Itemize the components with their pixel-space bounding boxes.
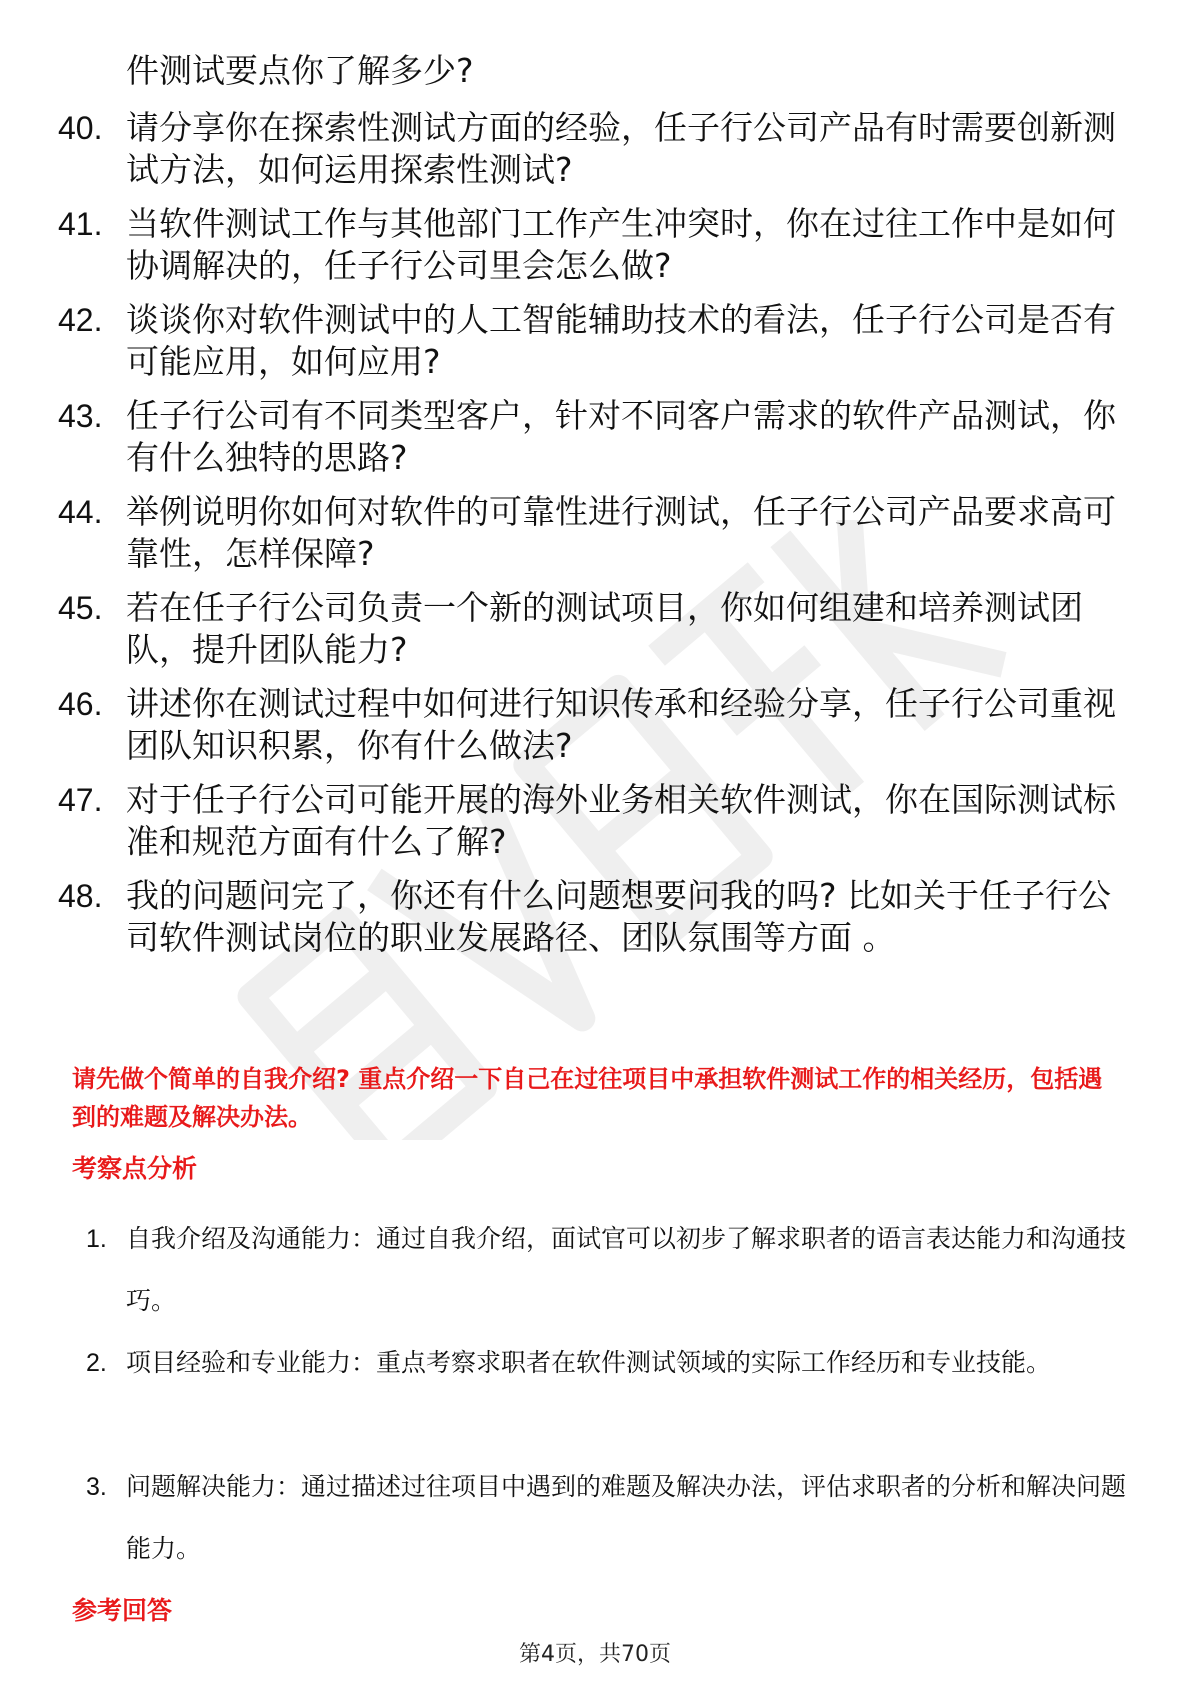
question-number: 47. bbox=[58, 782, 103, 818]
question-number: 46. bbox=[58, 686, 103, 722]
page-number: 第4页，共70页 bbox=[519, 1642, 671, 1667]
analysis-item-text: 自我介绍及沟通能力：通过自我介绍，面试官可以初步了解求职者的语言表达能力和沟通技巧。 bbox=[126, 1224, 1127, 1315]
analysis-item-number: 1. bbox=[86, 1225, 107, 1253]
question-number: 45. bbox=[58, 590, 103, 626]
analysis-item-text: 问题解决能力：通过描述过往项目中遇到的难题及解决办法，评估求职者的分析和解决问题能力。 bbox=[126, 1472, 1127, 1563]
analysis-item-text: 项目经验和专业能力：重点考察求职者在软件测试领域的实际工作经历和专业技能。 bbox=[126, 1348, 1052, 1377]
question-text: 请分享你在探索性测试方面的经验，任子行公司产品有时需要创新测试方法，如何运用探索性测试? bbox=[126, 108, 1116, 189]
question-text: 谈谈你对软件测试中的人工智能辅助技术的看法，任子行公司是否有可能应用，如何应用? bbox=[126, 300, 1116, 381]
question-number: 41. bbox=[58, 206, 103, 242]
question-number: 42. bbox=[58, 302, 103, 338]
question-text: 当软件测试工作与其他部门工作产生冲突时，你在过往工作中是如何协调解决的，任子行公司里会怎么做? bbox=[126, 204, 1116, 285]
question-number: 43. bbox=[58, 398, 103, 434]
analysis-item-number: 3. bbox=[86, 1473, 107, 1501]
question-text: 对于任子行公司可能开展的海外业务相关软件测试，你在国际测试标准和规范方面有什么了解? bbox=[126, 780, 1116, 861]
question-number: 40. bbox=[58, 110, 103, 146]
question-number: 44. bbox=[58, 494, 103, 530]
question-text: 讲述你在测试过程中如何进行知识传承和经验分享，任子行公司重视团队知识积累，你有什么做法? bbox=[126, 684, 1116, 765]
focus-question: 请先做个简单的自我介绍? 重点介绍一下自己在过往项目中承担软件测试工作的相关经历，包括遇到的难题及解决办法。 bbox=[72, 1065, 1103, 1131]
question-text: 件测试要点你了解多少? bbox=[126, 51, 474, 90]
analysis-heading: 考察点分析 bbox=[72, 1154, 198, 1183]
question-number: 48. bbox=[58, 878, 103, 914]
analysis-item-number: 2. bbox=[86, 1349, 107, 1377]
reference-answer-heading: 参考回答 bbox=[72, 1596, 173, 1625]
question-text: 我的问题问完了，你还有什么问题想要问我的吗? 比如关于任子行公司软件测试岗位的职业发展路径、团队氛围等方面 。 bbox=[126, 876, 1112, 957]
question-text: 若在任子行公司负责一个新的测试项目，你如何组建和培养测试团队，提升团队能力? bbox=[126, 588, 1083, 669]
question-text: 举例说明你如何对软件的可靠性进行测试，任子行公司产品要求高可靠性，怎样保障? bbox=[126, 492, 1116, 573]
question-text: 任子行公司有不同类型客户，针对不同客户需求的软件产品测试，你有什么独特的思路? bbox=[126, 396, 1116, 477]
